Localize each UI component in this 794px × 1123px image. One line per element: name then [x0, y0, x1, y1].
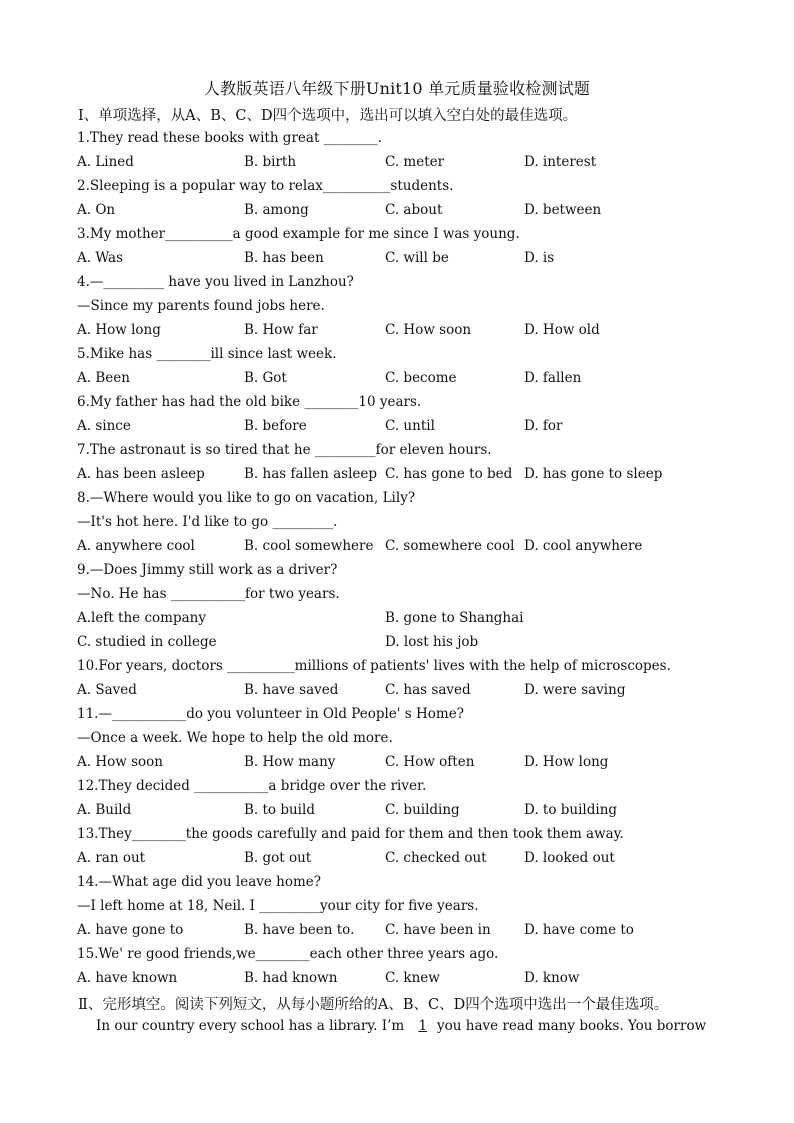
answer-option: C. building: [385, 802, 460, 818]
answer-option: D. cool anywhere: [524, 538, 643, 554]
question-stem: 10.For years, doctors __________millions of patients' lives with the help of microscopes.: [77, 658, 671, 674]
answer-option: B. How many: [244, 754, 336, 770]
answer-option: C. has gone to bed: [385, 466, 513, 482]
passage-start: In our country every school has a library. I’m: [96, 1018, 409, 1034]
answer-option: A.left the company: [77, 610, 206, 626]
option-row: [77, 801, 717, 819]
answer-option: C. meter: [385, 154, 445, 170]
answer-option: A. How long: [77, 322, 161, 338]
answer-option: D. interest: [524, 154, 597, 170]
answer-option: D. know: [524, 970, 580, 986]
answer-option: B. had known: [244, 970, 338, 986]
answer-option: D. were saving: [524, 682, 626, 698]
answer-option: C. How often: [385, 754, 475, 770]
question-stem: 15.We' re good friends,we________each other three years ago.: [77, 946, 499, 962]
section-1-heading: Ⅰ、单项选择，从A、B、C、D四个选项中，选出可以填入空白处的最佳选项。: [78, 108, 578, 124]
answer-option: B. birth: [244, 154, 297, 170]
option-row: [77, 681, 717, 699]
answer-option: B. cool somewhere: [244, 538, 374, 554]
option-row: [77, 969, 717, 987]
option-row: [77, 921, 717, 939]
answer-option: A. On: [77, 202, 116, 218]
answer-option: D. lost his job: [385, 634, 479, 650]
answer-option: D. How old: [524, 322, 600, 338]
answer-option: D. is: [524, 250, 555, 266]
option-row: [77, 465, 717, 483]
answer-option: B. have been to.: [244, 922, 355, 938]
answer-option: B. gone to Shanghai: [385, 610, 524, 626]
answer-option: A. ran out: [77, 850, 146, 866]
answer-option: B. Got: [244, 370, 287, 386]
option-row: [77, 417, 717, 435]
question-stem: 12.They decided ___________a bridge over the river.: [77, 778, 427, 794]
question-stem: —It's hot here. I'd like to go _________.: [77, 514, 338, 530]
answer-option: D. have come to: [524, 922, 634, 938]
cloze-passage: [96, 1017, 706, 1035]
answer-option: C. until: [385, 418, 435, 434]
question-stem: —I left home at 18, Neil. I _________your city for five years.: [77, 898, 479, 914]
question-stem: —Since my parents found jobs here.: [77, 298, 325, 314]
answer-option: D. between: [524, 202, 602, 218]
option-row: [77, 633, 717, 651]
answer-option: C. will be: [385, 250, 449, 266]
question-stem: 13.They________the goods carefully and paid for them and then took them away.: [77, 826, 624, 842]
question-stem: 7.The astronaut is so tired that he _________for eleven hours.: [77, 442, 492, 458]
answer-option: C. about: [385, 202, 443, 218]
answer-option: A. Been: [77, 370, 130, 386]
answer-option: C. become: [385, 370, 457, 386]
answer-option: D. fallen: [524, 370, 582, 386]
answer-option: B. to build: [244, 802, 315, 818]
question-stem: 2.Sleeping is a popular way to relax__________students.: [77, 178, 454, 194]
question-stem: 11.—___________do you volunteer in Old People' s Home?: [77, 706, 464, 722]
answer-option: B. among: [244, 202, 309, 218]
answer-option: C. checked out: [385, 850, 487, 866]
answer-option: D. looked out: [524, 850, 615, 866]
answer-option: D. to building: [524, 802, 618, 818]
question-stem: 3.My mother__________a good example for me since I was young.: [77, 226, 520, 242]
answer-option: A. How soon: [77, 754, 163, 770]
answer-option: B. has fallen asleep: [244, 466, 378, 482]
question-stem: 4.—_________ have you lived in Lanzhou?: [77, 274, 354, 290]
option-row: [77, 201, 717, 219]
question-stem: 14.—What age did you leave home?: [77, 874, 322, 890]
answer-option: B. How far: [244, 322, 318, 338]
answer-option: B. before: [244, 418, 307, 434]
answer-option: D. for: [524, 418, 563, 434]
option-row: [77, 849, 717, 867]
answer-option: A. Build: [77, 802, 132, 818]
answer-option: C. knew: [385, 970, 440, 986]
answer-option: C. have been in: [385, 922, 491, 938]
answer-option: D. has gone to sleep: [524, 466, 663, 482]
option-row: [77, 753, 717, 771]
option-row: [77, 153, 717, 171]
option-row: [77, 321, 717, 339]
answer-option: B. got out: [244, 850, 312, 866]
answer-option: A. has been asleep: [77, 466, 205, 482]
answer-option: C. has saved: [385, 682, 471, 698]
answer-option: A. Was: [77, 250, 124, 266]
page-title: 人教版英语八年级下册Unit10 单元质量验收检测试题: [203, 79, 591, 98]
answer-option: A. have gone to: [77, 922, 184, 938]
passage-continuation: you have read many books. You borrow: [437, 1018, 707, 1034]
question-stem: —No. He has ___________for two years.: [77, 586, 340, 602]
question-stem: 8.—Where would you like to go on vacation, Lily?: [77, 490, 416, 506]
question-stem: 9.—Does Jimmy still work as a driver?: [77, 562, 338, 578]
question-stem: 6.My father has had the old bike ________10 years.: [77, 394, 422, 410]
answer-option: B. have saved: [244, 682, 339, 698]
answer-option: D. How long: [524, 754, 609, 770]
answer-option: A. Saved: [77, 682, 137, 698]
answer-option: C. somewhere cool: [385, 538, 515, 554]
question-stem: 5.Mike has ________ill since last week.: [77, 346, 337, 362]
option-row: [77, 369, 717, 387]
answer-option: A. anywhere cool: [77, 538, 195, 554]
option-row: [77, 249, 717, 267]
question-stem: 1.They read these books with great ________.: [77, 130, 382, 146]
section-2-heading: Ⅱ、完形填空。阅读下列短文，从每小题所给的A、B、C、D四个选项中选出一个最佳选项。: [78, 997, 669, 1013]
answer-option: A. Lined: [77, 154, 134, 170]
answer-option: C. studied in college: [77, 634, 217, 650]
answer-option: B. has been: [244, 250, 324, 266]
cloze-blank-1: [408, 1018, 437, 1034]
option-row: [77, 609, 717, 627]
question-stem: —Once a week. We hope to help the old more.: [77, 730, 393, 746]
answer-option: A. have known: [77, 970, 178, 986]
answer-option: A. since: [77, 418, 131, 434]
answer-option: C. How soon: [385, 322, 472, 338]
option-row: [77, 537, 717, 555]
cloze-blank-number: 1: [418, 1018, 428, 1034]
